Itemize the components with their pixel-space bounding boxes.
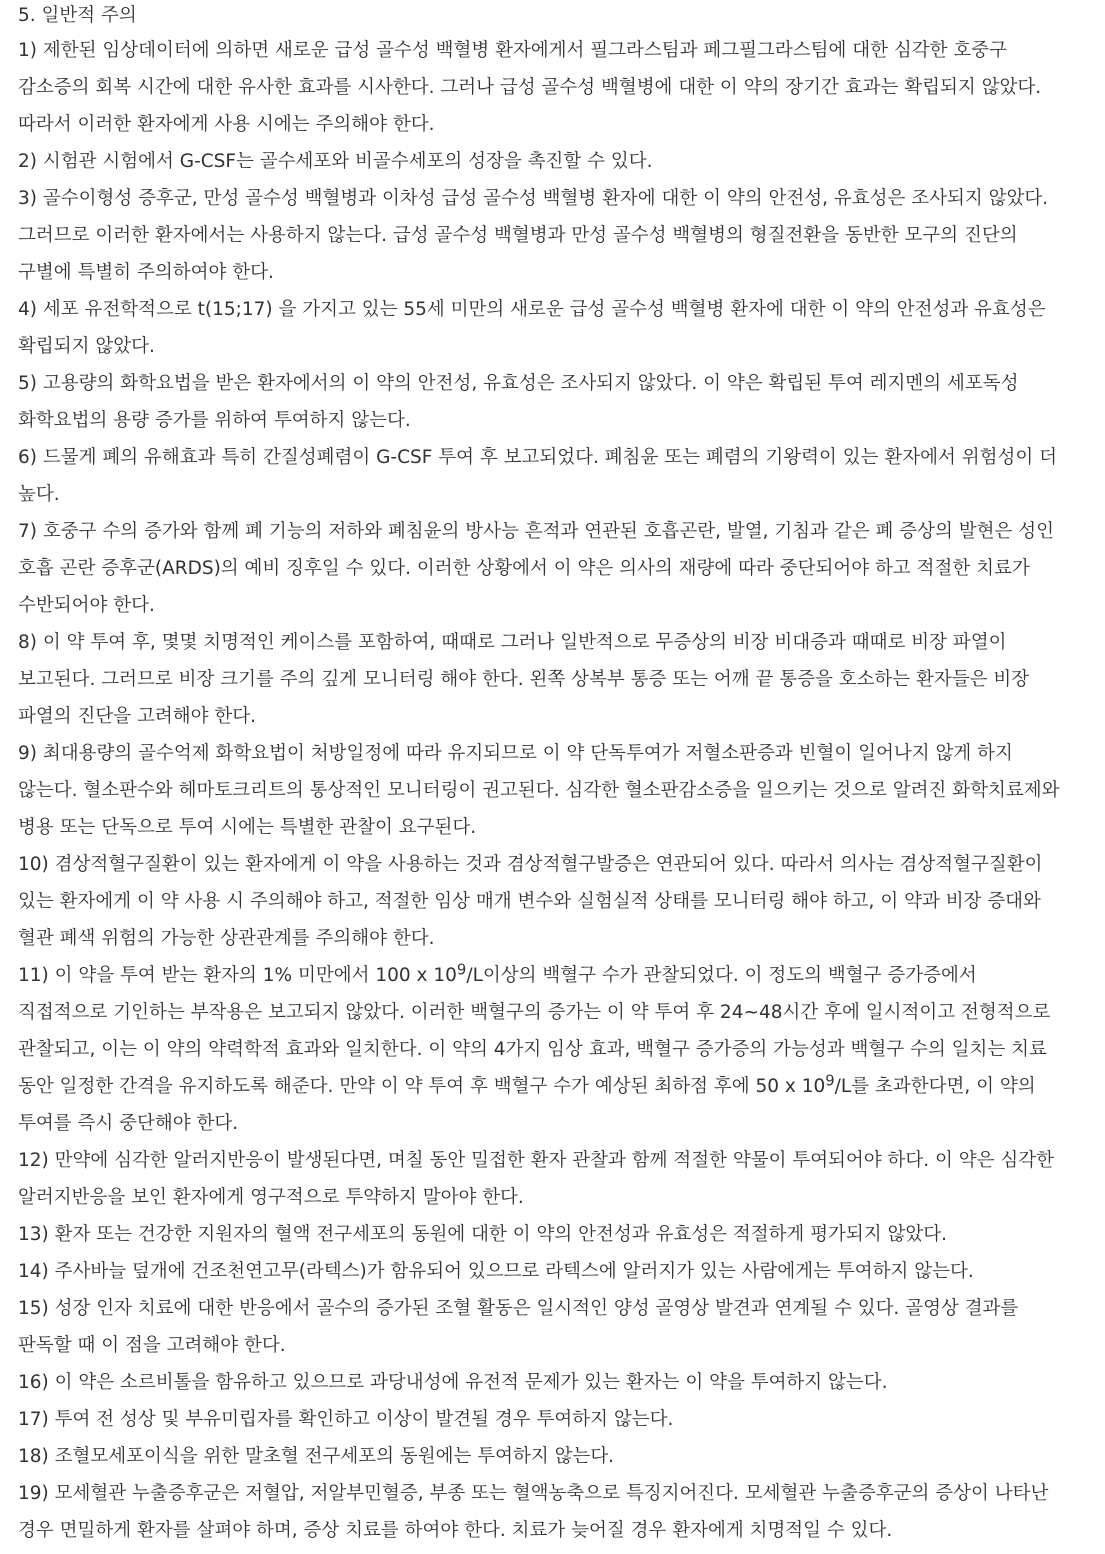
- exponent-superscript: 9: [825, 1072, 835, 1090]
- precaution-item-14: 14) 주사바늘 덮개에 건조천연고무(라텍스)가 함유되어 있으므로 라텍스에 알러지가 있는 사람에게는 투여하지 않는다.: [18, 1261, 974, 1282]
- precaution-item-19: 19) 모세혈관 누출증후군은 저혈압, 저알부민혈증, 부종 또는 혈액농축으로 특징지어진다. 모세혈관 누출증후군의 증상이 나타난 경우 면밀하게 환자를 살펴야 하며, 증상 치료를 하여야 한다. 치료가 늦어질 경우 환자에게 치명적일 수 있다.: [18, 1483, 1049, 1541]
- precaution-item-11: [18, 957, 1069, 1142]
- item-11-text-part-3: /L를 초과한다면, 이 약의 투여를 즉시 중단해야 한다.: [18, 1076, 1036, 1134]
- precaution-item-8: 8) 이 약 투여 후, 몇몇 치명적인 케이스를 포함하여, 때때로 그러나 일반적으로 무증상의 비장 비대증과 때때로 비장 파열이 보고된다. 그러므로 비장 크기를 주의 깊게 모니터링 해야 한다. 왼쪽 상복부 통증 또는 어깨 끝 통증을 호소하는 환자들은 비장 파열의 진단을 고려해야 한다.: [18, 632, 1030, 727]
- precaution-item-18: 18) 조혈모세포이식을 위한 말초혈 전구세포의 동원에는 투여하지 않는다.: [18, 1446, 615, 1467]
- precaution-item-4: 4) 세포 유전학적으로 t(15;17) 을 가지고 있는 55세 미만의 새로운 급성 골수성 백혈병 환자에 대한 이 약의 안전성과 유효성은 확립되지 않았다.: [18, 299, 1046, 357]
- precaution-item-17: 17) 투여 전 성상 및 부유미립자를 확인하고 이상이 발견될 경우 투여하지 않는다.: [18, 1409, 674, 1430]
- precaution-item-2: 2) 시험관 시험에서 G-CSF는 골수세포와 비골수세포의 성장을 촉진할 수 있다.: [18, 151, 653, 172]
- precaution-item-7: 7) 호중구 수의 증가와 함께 폐 기능의 저하와 폐침윤의 방사능 흔적과 연관된 호흡곤란, 발열, 기침과 같은 폐 증상의 발현은 성인 호흡 곤란 증후군(ARDS)의 예비 징후일 수 있다. 이러한 상황에서 이 약은 의사의 재량에 따라 중단되어야 하고 적절한 치료가 수반되어야 한다.: [18, 521, 1055, 616]
- precaution-item-15: 15) 성장 인자 치료에 대한 반응에서 골수의 증가된 조혈 활동은 일시적인 양성 골영상 발견과 연계될 수 있다. 골영상 결과를 판독할 때 이 점을 고려해야 한다.: [18, 1298, 1019, 1356]
- precaution-item-6: 6) 드물게 폐의 유해효과 특히 간질성폐렴이 G-CSF 투여 후 보고되었다. 폐침윤 또는 폐렴의 기왕력이 있는 환자에서 위험성이 더 높다.: [18, 447, 1057, 505]
- precaution-item-9: 9) 최대용량의 골수억제 화학요법이 처방일정에 따라 유지되므로 이 약 단독투여가 저혈소판증과 빈혈이 일어나지 않게 하지 않는다. 혈소판수와 헤마토크리트의 통상적인 모니터링이 권고된다. 심각한 혈소판감소증을 일으키는 것으로 알려진 화학치료제와 병용 또는 단독으로 투여 시에는 특별한 관찰이 요구된다.: [18, 743, 1060, 838]
- precaution-item-5: 5) 고용량의 화학요법을 받은 환자에서의 이 약의 안전성, 유효성은 조사되지 않았다. 이 약은 확립된 투여 레지멘의 세포독성 화학요법의 용량 증가를 위하여 투여하지 않는다.: [18, 373, 1019, 431]
- item-11-text-part-2: /L이상의 백혈구 수가 관찰되었다. 이 정도의 백혈구 증가증에서 직접적으로 기인하는 부작용은 보고되지 않았다. 이러한 백혈구의 증가는 이 약 투여 후 24~48시간 후에 일시적이고 전형적으로 관찰되고, 이는 이 약의 약력학적 효과와 일치한다. 이 약의 4가지 임상 효과, 백혈구 증가증의 가능성과 백혈구 수의 일치는 치료 동안 일정한 간격을 유지하도록 해준다. 만약 이 약 투여 후 백혈구 수가 예상된 최하점 후에 50 x 10: [18, 965, 1051, 1097]
- item-11-text-part-1: 11) 이 약을 투여 받는 환자의 1% 미만에서 100 x 10: [18, 965, 457, 986]
- precaution-item-1: 1) 제한된 임상데이터에 의하면 새로운 급성 골수성 백혈병 환자에게서 필그라스팀과 페그필그라스팀에 대한 심각한 호중구 감소증의 회복 시간에 대한 유사한 효과를 시사한다. 그러나 급성 골수성 백혈병에 대한 이 약의 장기간 효과는 확립되지 않았다. 따라서 이러한 환자에게 사용 시에는 주의해야 한다.: [18, 40, 1042, 135]
- precaution-item-10: 10) 겸상적혈구질환이 있는 환자에게 이 약을 사용하는 것과 겸상적혈구발증은 연관되어 있다. 따라서 의사는 겸상적혈구질환이 있는 환자에게 이 약 사용 시 주의해야 하고, 적절한 임상 매개 변수와 실험실적 상태를 모니터링 해야 하고, 이 약과 비장 증대와 혈관 폐색 위험의 가능한 상관관계를 주의해야 한다.: [18, 854, 1043, 949]
- precaution-item-13: 13) 환자 또는 건강한 지원자의 혈액 전구세포의 동원에 대한 이 약의 안전성과 유효성은 적절하게 평가되지 않았다.: [18, 1224, 948, 1245]
- exponent-superscript: 9: [456, 961, 467, 979]
- precaution-item-12: 12) 만약에 심각한 알러지반응이 발생된다면, 며칠 동안 밀접한 환자 관찰과 함께 적절한 약물이 투여되어야 하다. 이 약은 심각한 알러지반응을 보인 환자에게 영구적으로 투약하지 말아야 한다.: [18, 1150, 1055, 1208]
- precaution-item-16: 16) 이 약은 소르비톨을 함유하고 있으므로 과당내성에 유전적 문제가 있는 환자는 이 약을 투여하지 않는다.: [18, 1372, 888, 1393]
- precaution-item-3: 3) 골수이형성 증후군, 만성 골수성 백혈병과 이차성 급성 골수성 백혈병 환자에 대한 이 약의 안전성, 유효성은 조사되지 않았다. 그러므로 이러한 환자에서는 사용하지 않는다. 급성 골수성 백혈병과 만성 골수성 백혈병의 형질전환을 동반한 모구의 진단의 구별에 특별히 주의하여야 한다.: [18, 188, 1049, 283]
- section-title: 5. 일반적 주의: [18, 5, 137, 26]
